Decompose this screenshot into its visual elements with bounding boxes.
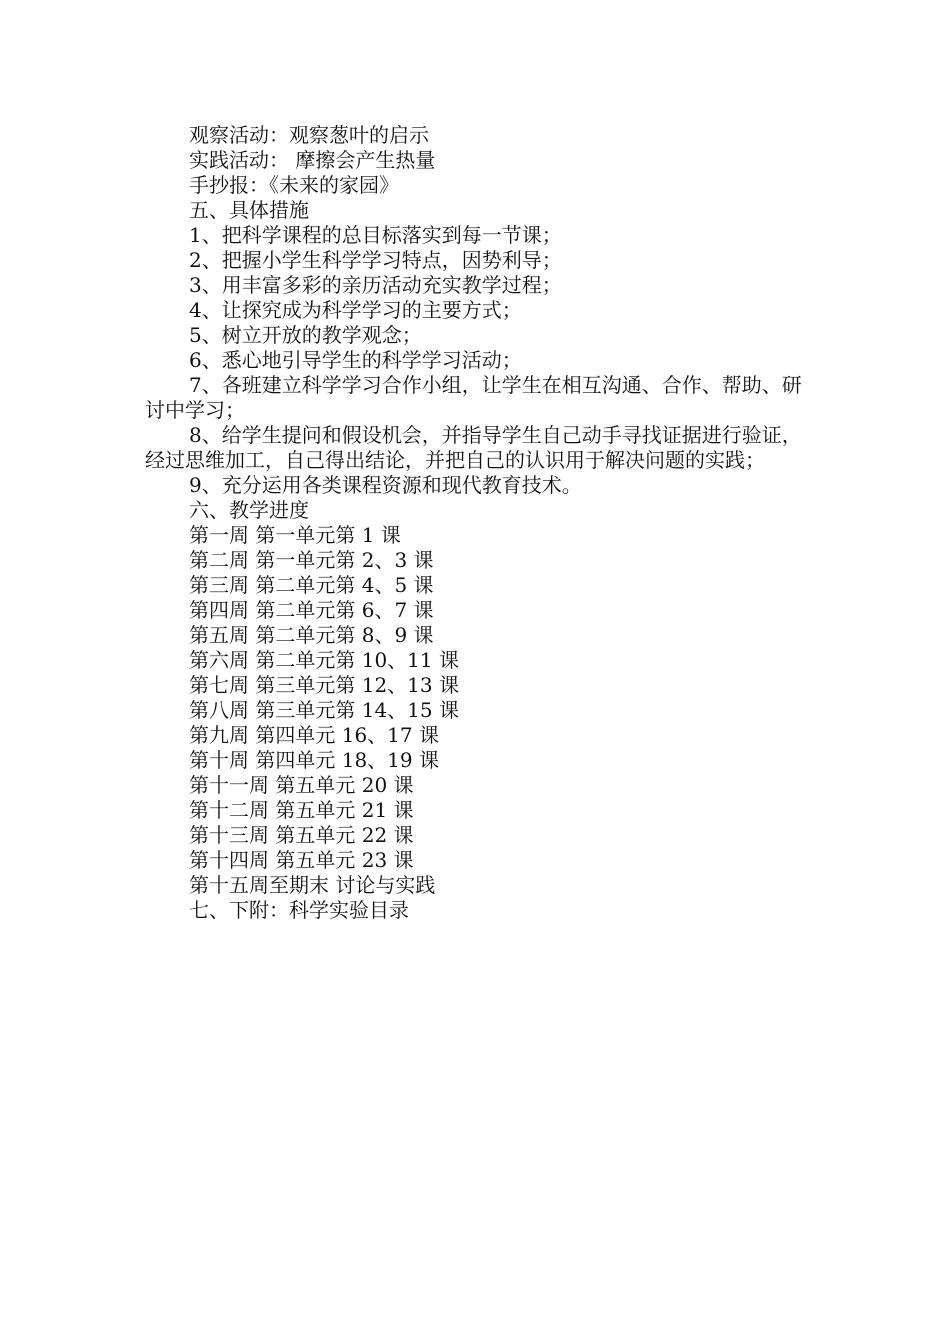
- schedule-week-2: 第二周 第一单元第 2、3 课: [189, 548, 434, 572]
- measure-item-3: 3、用丰富多彩的亲历活动充实教学过程；: [189, 273, 562, 297]
- schedule-week-13: 第十三周 第五单元 22 课: [189, 823, 414, 847]
- schedule-week-8: 第八周 第三单元第 14、15 课: [189, 698, 459, 722]
- schedule-week-1: 第一周 第一单元第 1 课: [189, 523, 401, 547]
- measure-item-4: 4、让探究成为科学学习的主要方式；: [189, 298, 522, 322]
- activity-handwritten-newspaper: 手抄报：《未来的家园》: [189, 173, 399, 197]
- schedule-week-10: 第十周 第四单元 18、19 课: [189, 748, 439, 772]
- measure-item-8: 8、给学生提问和假设机会，并指导学生自己动手寻找证据进行验证，经过思维加工，自己得出结论，并把自己的认识用于解决问题的实践；: [145, 423, 802, 472]
- section-heading-measures: 五、具体措施: [189, 198, 309, 222]
- measure-item-7: 7、各班建立科学学习合作小组，让学生在相互沟通、合作、帮助、研讨中学习；: [145, 373, 802, 422]
- schedule-week-15-to-end: 第十五周至期末 讨论与实践: [189, 873, 436, 897]
- schedule-week-11: 第十一周 第五单元 20 课: [189, 773, 414, 797]
- schedule-week-6: 第六周 第二单元第 10、11 课: [189, 648, 459, 672]
- measure-item-1: 1、把科学课程的总目标落实到每一节课；: [189, 223, 562, 247]
- schedule-week-4: 第四周 第二单元第 6、7 课: [189, 598, 434, 622]
- schedule-week-14: 第十四周 第五单元 23 课: [189, 848, 414, 872]
- measure-item-5: 5、树立开放的教学观念；: [189, 323, 422, 347]
- schedule-week-7: 第七周 第三单元第 12、13 课: [189, 673, 459, 697]
- measure-item-9: 9、充分运用各类课程资源和现代教育技术。: [189, 473, 582, 497]
- section-heading-appendix: 七、下附：科学实验目录: [189, 898, 409, 922]
- schedule-week-3: 第三周 第二单元第 4、5 课: [189, 573, 434, 597]
- measure-item-2: 2、把握小学生科学学习特点，因势利导；: [189, 248, 562, 272]
- measure-item-6: 6、悉心地引导学生的科学学习活动；: [189, 348, 522, 372]
- schedule-week-12: 第十二周 第五单元 21 课: [189, 798, 414, 822]
- activity-practice: 实践活动： 摩擦会产生热量: [189, 148, 436, 172]
- section-heading-schedule: 六、教学进度: [189, 498, 309, 522]
- schedule-week-5: 第五周 第二单元第 8、9 课: [189, 623, 434, 647]
- activity-observation: 观察活动：观察葱叶的启示: [189, 123, 429, 147]
- document-body: [145, 123, 807, 923]
- schedule-week-9: 第九周 第四单元 16、17 课: [189, 723, 439, 747]
